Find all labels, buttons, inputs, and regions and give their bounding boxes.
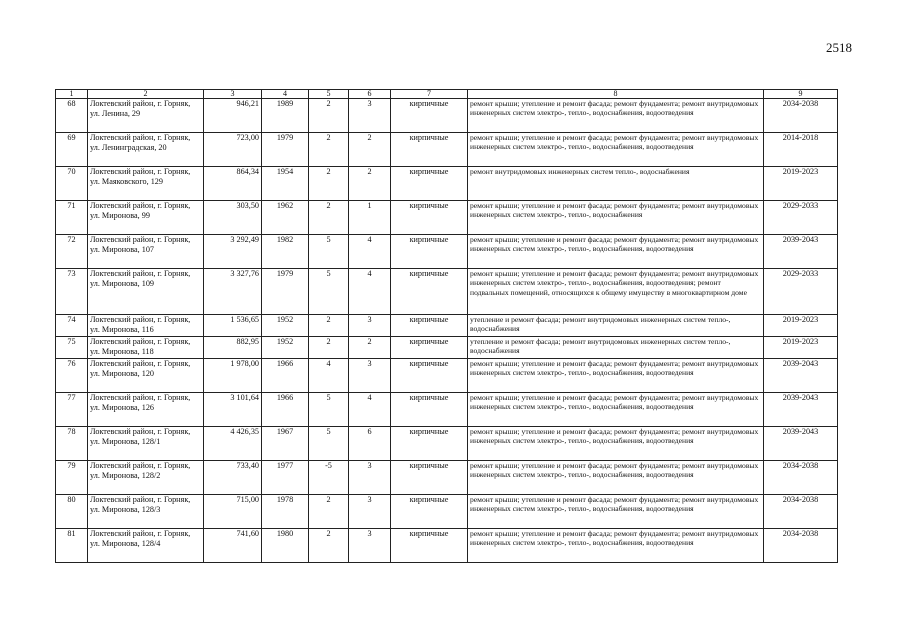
cell-row-number: 72 (56, 235, 88, 269)
cell-repair-period: 2039-2043 (764, 235, 838, 269)
table-body (56, 99, 838, 563)
cell-floors: 2 (309, 201, 349, 235)
table-row (56, 99, 838, 133)
column-header-2: 2 (88, 90, 204, 99)
cell-address: Локтевский район, г. Горняк, ул. Миронова, 116 (88, 315, 204, 337)
column-header-7: 7 (391, 90, 468, 99)
cell-wall-material: кирпичные (391, 495, 468, 529)
cell-entrances: 2 (349, 167, 391, 201)
cell-repair-period: 2034-2038 (764, 99, 838, 133)
cell-floors: 2 (309, 167, 349, 201)
cell-row-number: 68 (56, 99, 88, 133)
cell-wall-material: кирпичные (391, 529, 468, 563)
cell-area: 3 327,76 (204, 269, 262, 315)
table-row (56, 359, 838, 393)
cell-repair-period: 2039-2043 (764, 359, 838, 393)
cell-address: Локтевский район, г. Горняк, ул. Миронова, 99 (88, 201, 204, 235)
cell-repair-period: 2019-2023 (764, 337, 838, 359)
cell-wall-material: кирпичные (391, 167, 468, 201)
cell-row-number: 75 (56, 337, 88, 359)
cell-wall-material: кирпичные (391, 461, 468, 495)
cell-row-number: 74 (56, 315, 88, 337)
table-row (56, 133, 838, 167)
cell-address: Локтевский район, г. Горняк, ул. Миронова, 128/4 (88, 529, 204, 563)
cell-floors: 5 (309, 427, 349, 461)
cell-year-built: 1982 (262, 235, 309, 269)
cell-year-built: 1954 (262, 167, 309, 201)
cell-floors: 2 (309, 99, 349, 133)
cell-wall-material: кирпичные (391, 359, 468, 393)
cell-floors: 5 (309, 235, 349, 269)
cell-entrances: 3 (349, 359, 391, 393)
cell-address: Локтевский район, г. Горняк, ул. Миронова, 128/3 (88, 495, 204, 529)
cell-address: Локтевский район, г. Горняк, ул. Миронова, 128/1 (88, 427, 204, 461)
cell-entrances: 4 (349, 235, 391, 269)
cell-area: 1 978,00 (204, 359, 262, 393)
cell-floors: 2 (309, 529, 349, 563)
cell-wall-material: кирпичные (391, 269, 468, 315)
cell-entrances: 4 (349, 269, 391, 315)
cell-repair-period: 2029-2033 (764, 201, 838, 235)
table-row (56, 393, 838, 427)
column-header-6: 6 (349, 90, 391, 99)
table-row (56, 337, 838, 359)
column-header-8: 8 (468, 90, 764, 99)
cell-address: Локтевский район, г. Горняк, ул. Ленинградская, 20 (88, 133, 204, 167)
cell-repair-period: 2034-2038 (764, 495, 838, 529)
cell-wall-material: кирпичные (391, 427, 468, 461)
cell-repair-period: 2029-2033 (764, 269, 838, 315)
cell-row-number: 79 (56, 461, 88, 495)
cell-wall-material: кирпичные (391, 133, 468, 167)
housing-registry-table (55, 89, 838, 563)
cell-repair-period: 2039-2043 (764, 393, 838, 427)
cell-entrances: 3 (349, 495, 391, 529)
cell-year-built: 1978 (262, 495, 309, 529)
cell-floors: 2 (309, 495, 349, 529)
cell-address: Локтевский район, г. Горняк, ул. Миронова, 118 (88, 337, 204, 359)
cell-area: 303,50 (204, 201, 262, 235)
cell-entrances: 2 (349, 133, 391, 167)
cell-address: Локтевский район, г. Горняк, ул. Миронова, 128/2 (88, 461, 204, 495)
cell-row-number: 77 (56, 393, 88, 427)
column-header-5: 5 (309, 90, 349, 99)
table-row (56, 235, 838, 269)
cell-address: Локтевский район, г. Горняк, ул. Миронова, 109 (88, 269, 204, 315)
cell-floors: 5 (309, 393, 349, 427)
cell-entrances: 3 (349, 315, 391, 337)
cell-entrances: 6 (349, 427, 391, 461)
cell-area: 715,00 (204, 495, 262, 529)
cell-entrances: 3 (349, 99, 391, 133)
cell-repair-period: 2019-2023 (764, 315, 838, 337)
cell-entrances: 2 (349, 337, 391, 359)
cell-repair-works: ремонт крыши; утепление и ремонт фасада; ремонт фундамента; ремонт внутридомовых инженерных систем электро-, тепло-, водоснабжения, водоотведения (468, 99, 764, 133)
cell-repair-period: 2034-2038 (764, 529, 838, 563)
cell-repair-works: ремонт крыши; утепление и ремонт фасада; ремонт фундамента; ремонт внутридомовых инженерных систем электро-, тепло-, водоснабжения, водоотведения; ремонт подвальных помещений, относящихся к общему имуществу в многоквартирном доме (468, 269, 764, 315)
cell-row-number: 78 (56, 427, 88, 461)
cell-address: Локтевский район, г. Горняк, ул. Маяковского, 129 (88, 167, 204, 201)
cell-repair-works: ремонт крыши; утепление и ремонт фасада; ремонт фундамента; ремонт внутридомовых инженерных систем электро-, тепло-, водоснабжения, водоотведения (468, 235, 764, 269)
cell-year-built: 1952 (262, 315, 309, 337)
cell-area: 4 426,35 (204, 427, 262, 461)
column-header-9: 9 (764, 90, 838, 99)
column-header-1: 1 (56, 90, 88, 99)
table-row (56, 461, 838, 495)
cell-repair-period: 2039-2043 (764, 427, 838, 461)
cell-row-number: 81 (56, 529, 88, 563)
cell-year-built: 1980 (262, 529, 309, 563)
table-row (56, 495, 838, 529)
column-header-3: 3 (204, 90, 262, 99)
cell-area: 3 292,49 (204, 235, 262, 269)
cell-area: 733,40 (204, 461, 262, 495)
table-row (56, 201, 838, 235)
table-row (56, 315, 838, 337)
cell-wall-material: кирпичные (391, 315, 468, 337)
cell-floors: 2 (309, 315, 349, 337)
cell-repair-works: ремонт крыши; утепление и ремонт фасада; ремонт фундамента; ремонт внутридомовых инженерных систем электро-, тепло-, водоснабжения, водоотведения (468, 393, 764, 427)
cell-wall-material: кирпичные (391, 393, 468, 427)
cell-floors: 2 (309, 337, 349, 359)
cell-floors: 5 (309, 269, 349, 315)
cell-row-number: 69 (56, 133, 88, 167)
cell-repair-period: 2014-2018 (764, 133, 838, 167)
cell-wall-material: кирпичные (391, 99, 468, 133)
cell-repair-works: ремонт крыши; утепление и ремонт фасада; ремонт фундамента; ремонт внутридомовых инженерных систем электро-, тепло-, водоснабжения, водоотведения (468, 133, 764, 167)
cell-year-built: 1979 (262, 133, 309, 167)
cell-address: Локтевский район, г. Горняк, ул. Миронова, 120 (88, 359, 204, 393)
cell-area: 723,00 (204, 133, 262, 167)
cell-entrances: 1 (349, 201, 391, 235)
cell-wall-material: кирпичные (391, 235, 468, 269)
cell-repair-works: ремонт крыши; утепление и ремонт фасада; ремонт фундамента; ремонт внутридомовых инженерных систем электро-, тепло-, водоснабжения (468, 201, 764, 235)
cell-address: Локтевский район, г. Горняк, ул. Ленина, 29 (88, 99, 204, 133)
cell-repair-works: утепление и ремонт фасада; ремонт внутридомовых инженерных систем тепло-, водоснабжения (468, 315, 764, 337)
cell-year-built: 1977 (262, 461, 309, 495)
table-row (56, 269, 838, 315)
cell-repair-works: утепление и ремонт фасада; ремонт внутридомовых инженерных систем тепло-, водоснабжения (468, 337, 764, 359)
cell-area: 741,60 (204, 529, 262, 563)
cell-wall-material: кирпичные (391, 201, 468, 235)
cell-year-built: 1966 (262, 359, 309, 393)
cell-area: 882,95 (204, 337, 262, 359)
cell-floors: 4 (309, 359, 349, 393)
cell-area: 1 536,65 (204, 315, 262, 337)
cell-repair-period: 2019-2023 (764, 167, 838, 201)
cell-area: 3 101,64 (204, 393, 262, 427)
cell-repair-works: ремонт крыши; утепление и ремонт фасада; ремонт фундамента; ремонт внутридомовых инженерных систем электро-, тепло-, водоснабжения, водоотведения (468, 461, 764, 495)
cell-floors: 2 (309, 133, 349, 167)
cell-row-number: 71 (56, 201, 88, 235)
cell-entrances: 3 (349, 529, 391, 563)
cell-year-built: 1967 (262, 427, 309, 461)
cell-repair-works: ремонт крыши; утепление и ремонт фасада; ремонт фундамента; ремонт внутридомовых инженерных систем электро-, тепло-, водоснабжения, водоотведения (468, 495, 764, 529)
table-row (56, 427, 838, 461)
cell-row-number: 80 (56, 495, 88, 529)
cell-area: 864,34 (204, 167, 262, 201)
cell-wall-material: кирпичные (391, 337, 468, 359)
table-row (56, 167, 838, 201)
column-header-4: 4 (262, 90, 309, 99)
cell-floors: -5 (309, 461, 349, 495)
cell-row-number: 76 (56, 359, 88, 393)
cell-repair-works: ремонт внутридомовых инженерных систем тепло-, водоснабжения (468, 167, 764, 201)
cell-repair-period: 2034-2038 (764, 461, 838, 495)
cell-repair-works: ремонт крыши; утепление и ремонт фасада; ремонт фундамента; ремонт внутридомовых инженерных систем электро-, тепло-, водоснабжения, водоотведения (468, 359, 764, 393)
cell-repair-works: ремонт крыши; утепление и ремонт фасада; ремонт фундамента; ремонт внутридомовых инженерных систем электро-, тепло-, водоснабжения, водоотведения (468, 427, 764, 461)
cell-row-number: 73 (56, 269, 88, 315)
cell-address: Локтевский район, г. Горняк, ул. Миронова, 107 (88, 235, 204, 269)
cell-row-number: 70 (56, 167, 88, 201)
cell-area: 946,21 (204, 99, 262, 133)
cell-year-built: 1962 (262, 201, 309, 235)
cell-year-built: 1952 (262, 337, 309, 359)
cell-entrances: 4 (349, 393, 391, 427)
cell-address: Локтевский район, г. Горняк, ул. Миронова, 126 (88, 393, 204, 427)
cell-entrances: 3 (349, 461, 391, 495)
page-number: 2518 (826, 40, 852, 55)
cell-year-built: 1979 (262, 269, 309, 315)
cell-year-built: 1989 (262, 99, 309, 133)
cell-year-built: 1966 (262, 393, 309, 427)
cell-repair-works: ремонт крыши; утепление и ремонт фасада; ремонт фундамента; ремонт внутридомовых инженерных систем электро-, тепло-, водоснабжения, водоотведения (468, 529, 764, 563)
table-row (56, 529, 838, 563)
column-number-row (56, 90, 838, 99)
